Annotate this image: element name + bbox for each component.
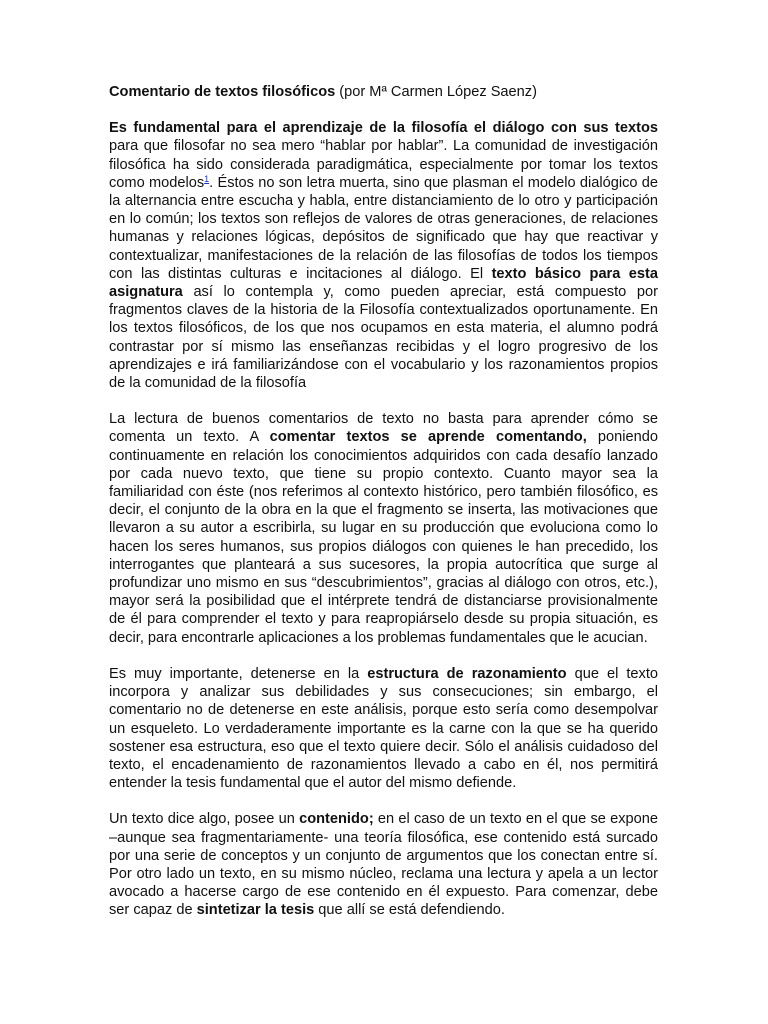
p2-text-2: poniendo continuamente en relación los conocimientos adquiridos con cada desafío lanzado por cada nuevo texto, que tiene su propio contexto. Cuanto mayor sea la familiaridad con éste (nos referimos al contexto histórico, pero también filosófico, es decir, el conjunto de la obra en la que el fragmento se inserta, las motivaciones que llevaron a su autor a escribirla, su lugar en su producción que evoluciona como lo hacen los seres humanos, sus propios diálogos con quienes le han precedido, los interrogantes que planteará a sus sucesores, la propia autocrítica que surge al profundizar uno mismo en sus “descubrimientos”, gracias al diálogo con otros, etc.), mayor será la posibilidad que el intérprete tendrá de distanciarse provisionalmente de él para comprender el texto y para reapropiárselo desde su propia situación, es decir, para encontrarle aplicaciones a los problemas fundamentales que le acucian. xyxy=(109,429,658,646)
footnote-link[interactable]: 1 xyxy=(204,173,210,184)
title-bold: Comentario de textos filosóficos xyxy=(109,84,336,100)
p4-text-2: en el caso de un texto en el que se expone –aunque sea fragmentariamente- una teoría filosófica, ese contenido está surcado por una serie de conceptos y un conjunto de argumentos que los conectan entre sí. Por otro lado un texto, en su mismo núcleo, reclama una lectura y apela a un lector avocado a hacerse cargo de ese contenido en él expuesto. Para comenzar, debe ser capaz de xyxy=(109,811,658,919)
document-page xyxy=(109,83,658,938)
p1-bold-2: texto básico para esta asignatura xyxy=(109,265,658,301)
p2-text-1: La lectura de buenos comentarios de texto no basta para aprender cómo se comenta un texto. A xyxy=(109,411,658,446)
p2-bold-1: comentar textos se aprende comentando, xyxy=(269,429,587,446)
p1-bold-1: Es fundamental para el aprendizaje de la filosofía el diálogo con sus textos xyxy=(109,120,658,137)
p1-text-2: . Éstos no son letra muerta, sino que plasman el modelo dialógico de la alternancia entre escucha y habla, entre distanciamiento de lo otro y participación en lo común; los textos son reflejos de valores de otras generaciones, de relaciones humanas y relaciones lógicas, depósitos de significado que hay que reactivar y contextualizar, manifestaciones de la relación de las filosofías de todos los tiempos con las distintas culturas e incitaciones al diálogo. El xyxy=(109,174,658,282)
p4-text-3: que allí se está defendiendo. xyxy=(314,902,505,919)
p1-text-1: para que filosofar no sea mero “hablar por hablar”. La comunidad de investigación filosófica ha sido considerada paradigmática, especialmente por tomar los textos como modelos xyxy=(109,138,658,191)
p1-text-3: así lo contempla y, como pueden apreciar, está compuesto por fragmentos claves de la historia de la Filosofía contextualizados oportunamente. En los textos filosóficos, de los que nos ocupamos en esta materia, el alumno podrá contrastar por sí mismo las enseñanzas recibidas y el logro progresivo de los aprendizajes e irá familiarizándose con el vocabulario y los razonamientos propios de la comunidad de la filosofía xyxy=(109,284,658,392)
p3-bold-1: estructura de razonamiento xyxy=(367,665,567,682)
paragraph-2 xyxy=(109,410,658,647)
title-author: (por Mª Carmen López Saenz) xyxy=(335,84,537,100)
p4-bold-1: contenido; xyxy=(299,811,374,828)
paragraph-3 xyxy=(109,665,658,792)
p3-text-1: Es muy importante, detenerse en la xyxy=(109,665,368,682)
p3-text-2: que el texto incorpora y analizar sus debilidades y sus consecuciones; sin embargo, el comentario no de detenerse en este análisis, porque esto sería como desempolvar un esqueleto. Lo verdaderamente importante es la carne con la que se ha querido sostener esa estructura, eso que el texto quiere decir. Sólo el análisis cuidadoso del texto, el encadenamiento de razonamientos llevado a cabo en él, nos permitirá entender la tesis fundamental que el autor del mismo defiende. xyxy=(109,665,658,792)
document-title xyxy=(109,83,658,101)
p4-text-1: Un texto dice algo, posee un xyxy=(109,811,300,828)
p4-bold-2: sintetizar la tesis xyxy=(196,902,315,919)
paragraph-1 xyxy=(109,119,658,392)
paragraph-4 xyxy=(109,810,658,919)
